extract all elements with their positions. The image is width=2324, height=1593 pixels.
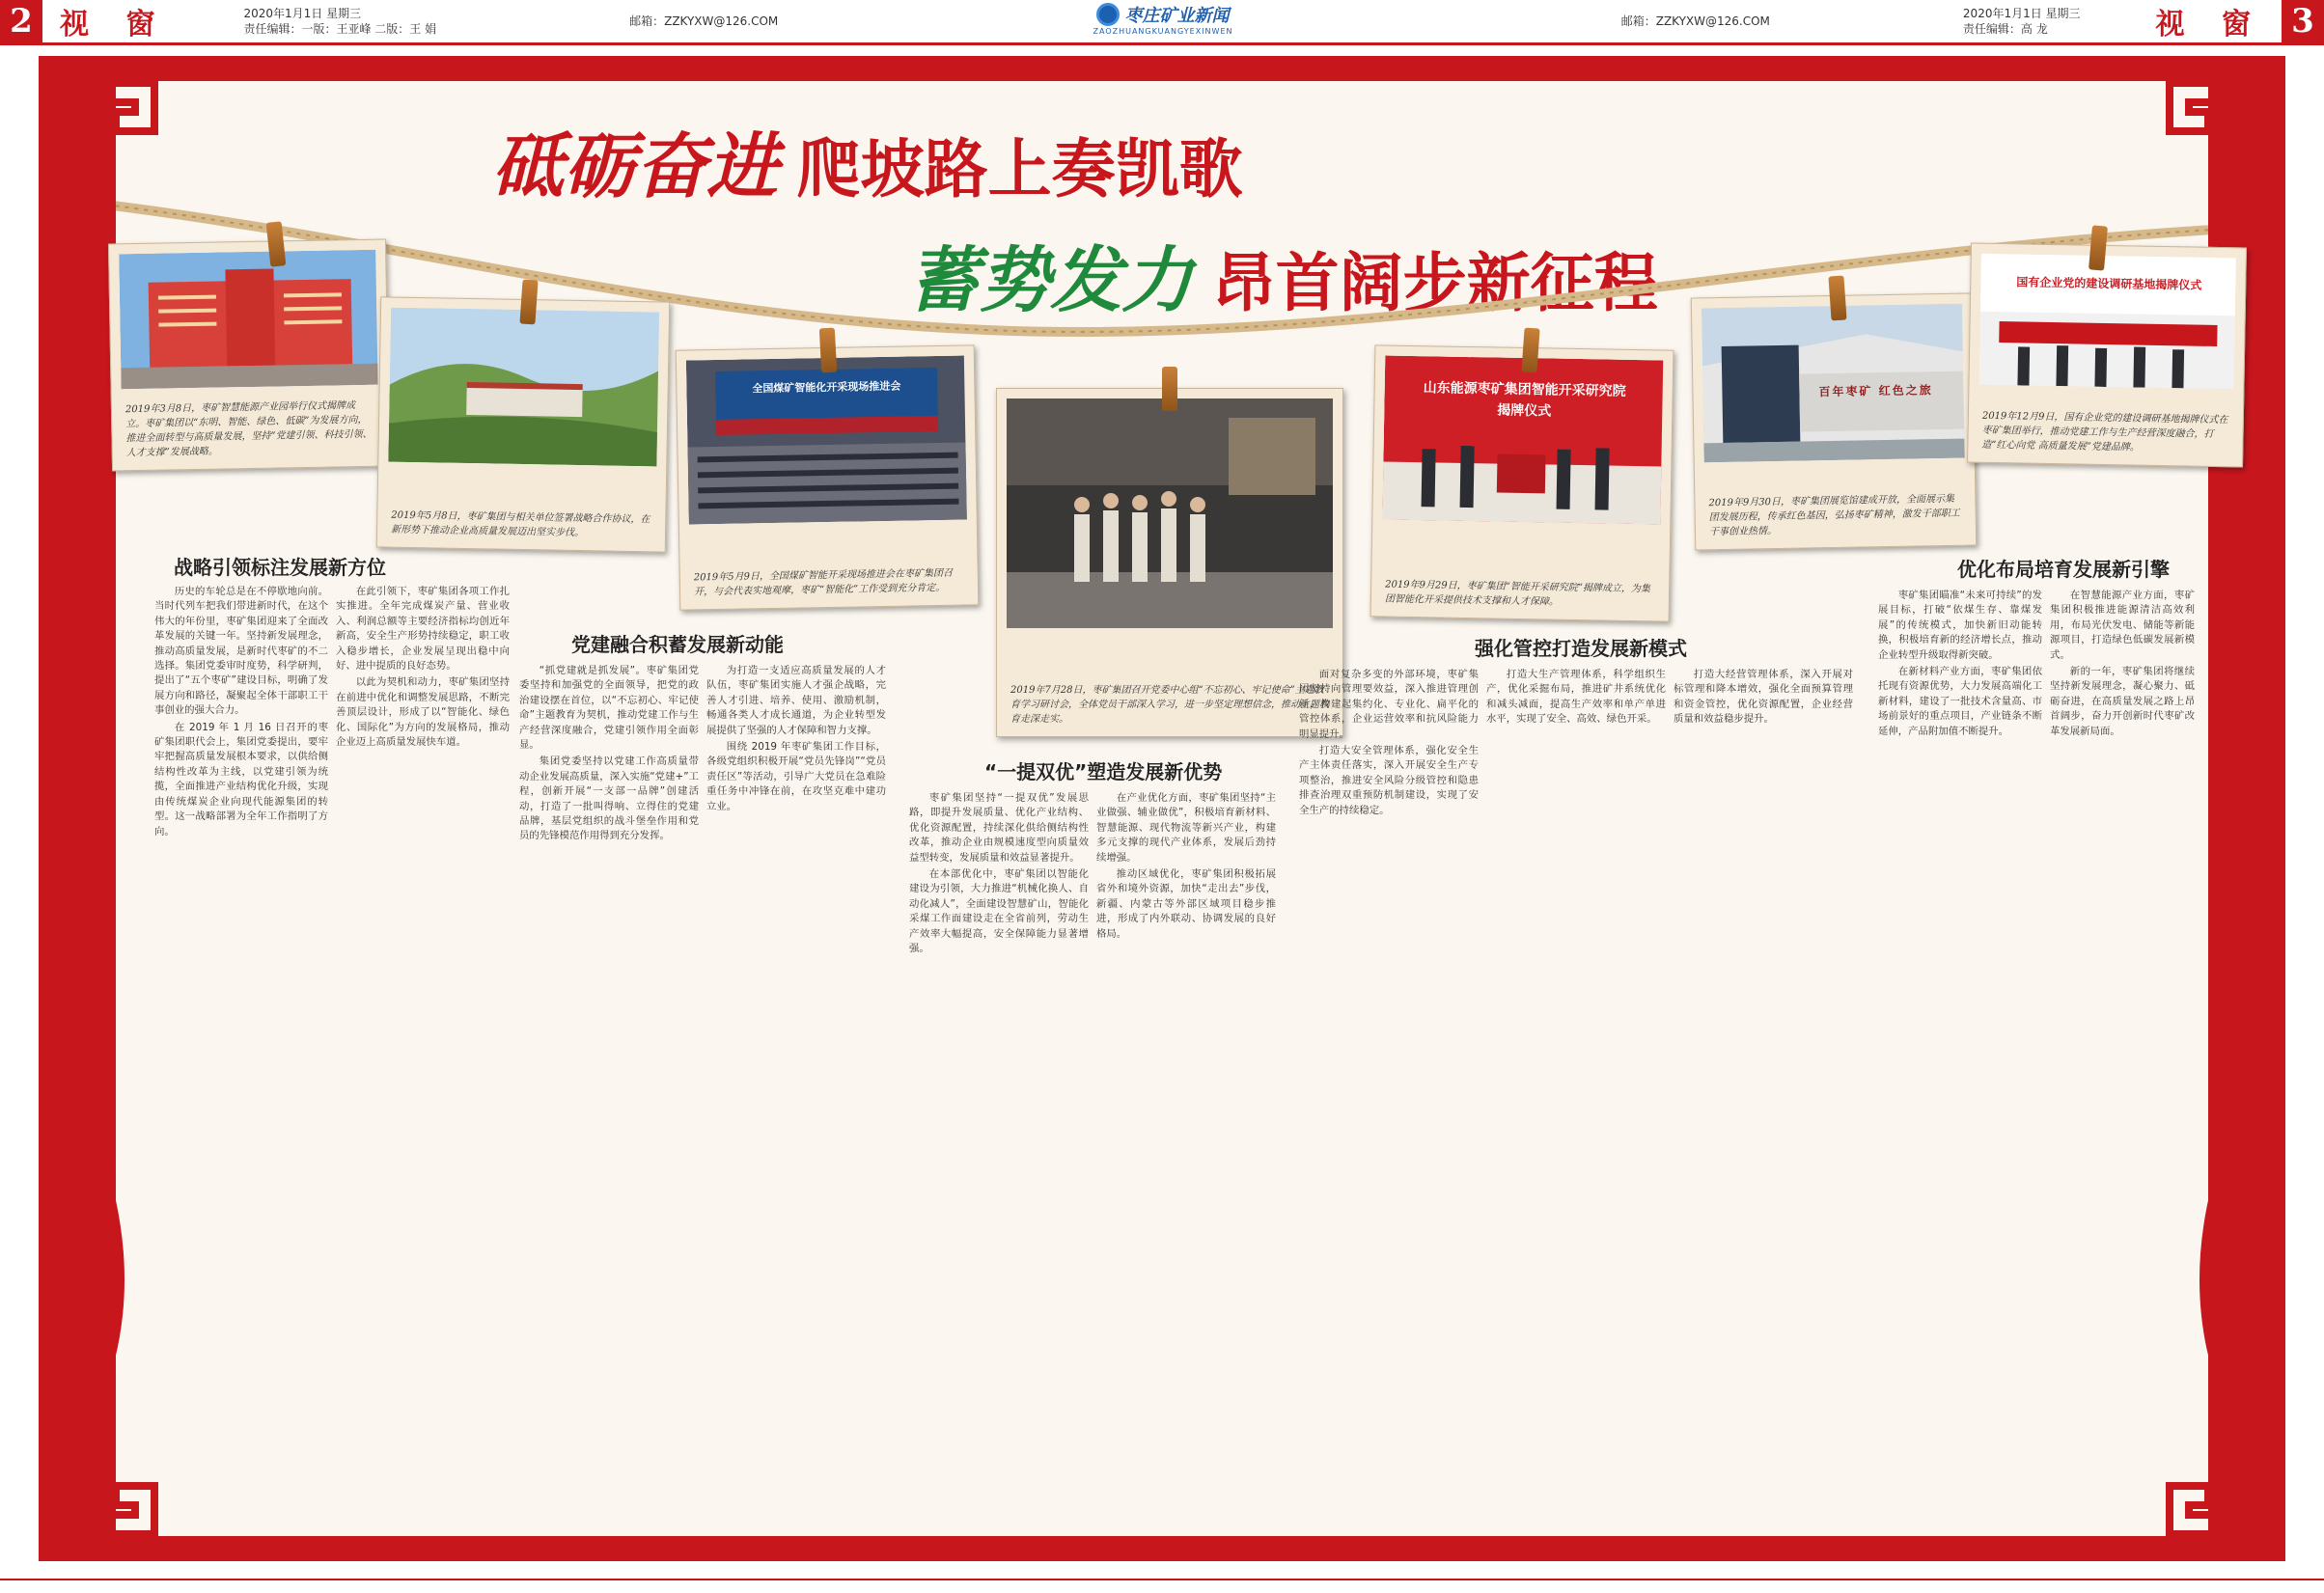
photo-card-2 (376, 296, 670, 552)
section-4-para-2: 打造大安全管理体系，强化安全生产主体责任落实，深入开展安全生产专项整治，推进安全风险分级管控和隐患排查治理双重预防机制建设，实现了安全生产的持续稳定。 (1299, 745, 1479, 816)
photo-6-image (1702, 304, 1965, 463)
email-right: 邮箱：ZZKYXW@126.COM (1620, 14, 1770, 28)
editors-left: 责任编辑：一版：王亚峰 二版：王 娟 (243, 22, 437, 36)
section-3-para-4: 推动区域优化，枣矿集团积极拓展省外和境外资源，加快“走出去”步伐，新疆、内蒙古等外部区域项目稳步推进，形成了内外联动、协调发展的良好格局。 (1096, 868, 1276, 940)
photo-1-image (119, 250, 377, 390)
section-1-para-1: 历史的车轮总是在不停歇地向前。当时代列车把我们带进新时代，在这个伟大的年份里，枣矿集团迎来了全面改革发展的关键一年。坚持新发展理念，推动高质量发展，是新时代枣矿的不二选择。集团党委审时度势，科学研判，提出了“五个枣矿”建设目标，明确了发展方向和路径，凝聚起全体干部职工干事创业的强大合力。 (154, 586, 328, 717)
email-left: 邮箱：ZZKYXW@126.COM (629, 14, 779, 28)
section-1-para-4: 以此为契机和动力，枣矿集团坚持在前进中优化和调整发展思路，不断完善顶层设计，形成了以“智能化、绿色化、国际化”为方向的发展格局，推动企业迈上高质量发展快车道。 (336, 676, 510, 749)
section-2-para-2: 集团党委坚持以党建工作高质量带动企业发展高质量，深入实施“党建+”工程，创新开展“一支部一品牌”创建活动，打造了一批叫得响、立得住的党建品牌，基层党组织的战斗堡垒作用和党员的先锋模范作用得到充分发挥。 (519, 755, 699, 842)
section-4-col-2 (1486, 668, 1666, 1420)
photo-5-banner: 山东能源枣矿集团智能开采研究院 揭牌仪式 (1423, 380, 1626, 420)
section-3-para-2: 在本部优化中，枣矿集团以智能化建设为引领，大力推进“机械化换人、自动化减人”，全面建设智慧矿山，智能化采煤工作面建设走在全省前列，劳动生产效率大幅提高，安全保障能力显著增强。 (909, 868, 1089, 955)
date-left: 2020年1月1日 星期三 (243, 7, 362, 20)
corner-fret-bottom-left-icon (58, 1438, 164, 1544)
feature-panel (116, 81, 2228, 1536)
photo-7-image (1978, 254, 2235, 390)
section-3-col-1 (909, 791, 1089, 1418)
section-2-col-2 (706, 664, 886, 1416)
headline-2-plain: 昂首阔步新征程 (1211, 245, 1658, 320)
photo-5-caption: 2019年9月29日，枣矿集团“智能开采研究院”揭牌成立，为集团智能化开采提供技术支撑和人才保障。 (1384, 579, 1650, 608)
headline-1-plain: 爬坡路上奏凯歌 (796, 131, 1243, 206)
clip-4-icon (1162, 367, 1177, 411)
header-left (0, 0, 778, 42)
section-3-para-3: 在产业优化方面，枣矿集团坚持“主业做强、辅业做优”，积极培育新材料、智慧能源、现代物流等新兴产业，构建多元支撑的现代产业体系，发展后劲持续增强。 (1096, 792, 1276, 864)
section-2-para-4: 围绕 2019 年枣矿集团工作目标，各级党组织积极开展“党员先锋岗”“党员责任区”等活动，引导广大党员在急难险重任务中冲锋在前，在攻坚克难中建功立业。 (706, 741, 886, 812)
section-1-para-2: 在 2019 年 1 月 16 日召开的枣矿集团职代会上，集团党委提出，要牢牢把握高质量发展根本要求，以供给侧结构性改革为主线，以党建引领为统揽，全面推进产业结构优化升级，实现由传统煤炭企业向现代能源集团的转型。这一战略部署为全年工作指明了方向。 (154, 721, 328, 838)
headline-1-script: 砥砺奋进 (492, 125, 778, 208)
clip-2-icon (519, 279, 538, 324)
section-5-para-1: 枣矿集团瞄准“未来可持续”的发展目标，打破“依煤生存、靠煤发展”的传统模式，加快新旧动能转换，积极培育新的经济增长点，推动企业转型升级取得新突破。 (1878, 590, 2042, 661)
corner-fret-bottom-right-icon (2160, 1438, 2266, 1544)
section-4-col-1 (1299, 668, 1479, 1420)
photo-7-banner: 国有企业党的建设调研基地揭牌仪式 (2016, 275, 2202, 292)
photo-2-image (388, 308, 659, 467)
section-1-para-3: 在此引领下，枣矿集团各项工作扎实推进。全年完成煤炭产量、营业收入、利润总额等主要经济指标均创近年新高，安全生产形势持续稳定，职工收入稳步增长，企业发展呈现出稳中向好、进中提质的良好态势。 (336, 586, 510, 673)
page-number-left: 2 (0, 0, 42, 42)
section-4-title: 强化管控打造发展新模式 (1475, 637, 1687, 660)
section-4-col-3 (1674, 668, 1853, 1420)
footer-rule (0, 1579, 2324, 1580)
section-5-title: 优化布局培育发展新引擎 (1957, 558, 2170, 581)
section-1-col-1 (154, 585, 328, 1414)
photo-3-banner: 全国煤矿智能化开采现场推进会 (752, 379, 901, 396)
editors-right: 责任编辑：高 龙 (1962, 22, 2048, 36)
photo-6-banner: 百年枣矿 红色之旅 (1818, 383, 1933, 399)
date-right: 2020年1月1日 星期三 (1962, 7, 2081, 20)
photo-7-caption: 2019年12月9日，国有企业党的建设调研基地揭牌仪式在枣矿集团举行，推动党建工作与生产经营深度融合，打造“红心向党 高质量发展”党建品牌。 (1981, 410, 2228, 453)
photo-6-caption: 2019年9月30日，枣矿集团展览馆建成开放，全面展示集团发展历程，传承红色基因，弘扬枣矿精神，激发干部职工干事创业热情。 (1708, 493, 1960, 538)
photo-card-6 (1691, 292, 1978, 550)
section-4-para-1: 面对复杂多变的外部环境，枣矿集团坚持向管理要效益，深入推进管理创新，构建起集约化、专业化、扁平化的管控体系，企业运营效率和抗风险能力明显提升。 (1299, 669, 1479, 740)
section-1-title: 战略引领标注发展新方位 (174, 556, 386, 579)
photo-3-image (686, 356, 967, 525)
clip-6-icon (1828, 275, 1846, 320)
headline-2-script: 蓄势发力 (907, 239, 1193, 322)
clip-5-icon (1521, 327, 1539, 372)
photo-card-3 (676, 344, 980, 610)
section-5-col-1 (1878, 589, 2042, 1418)
masthead-subtitle: ZAOZHUANGKUANGYEXINWEN (1093, 27, 1233, 36)
photo-4-image (1007, 398, 1333, 628)
photo-card-4 (996, 388, 1343, 737)
section-4-para-3: 打造大生产管理体系，科学组织生产，优化采掘布局，推进矿井系统优化和减头减面，提高生产效率和单产单进水平，实现了安全、高效、绿色开采。 (1486, 669, 1666, 726)
page-number-right: 3 (2282, 0, 2324, 42)
section-5-col-2 (2050, 589, 2195, 1418)
masthead (1042, 2, 1284, 36)
photo-card-7 (1967, 243, 2247, 468)
photo-4-caption: 2019年7月28日，枣矿集团召开党委中心组“不忘初心、牢记使命”主题教育学习研讨会，全体党员干部深入学习，进一步坚定理想信念，推动主题教育走深走实。 (1010, 685, 1329, 725)
section-4-para-4: 打造大经营管理体系，深入开展对标管理和降本增效，强化全面预算管理和资金管控，优化资源配置，企业经营质量和效益稳步提升。 (1674, 669, 1853, 726)
section-3-col-2 (1096, 791, 1276, 1418)
section-2-title: 党建融合积蓄发展新动能 (571, 633, 784, 656)
masthead-title: 枣庄矿业新闻 (1124, 6, 1230, 26)
section-name-left: 视 窗 (60, 8, 169, 41)
masthead-logo-icon (1096, 3, 1120, 26)
photo-1-caption: 2019年3月8日，枣矿智慧能源产业园举行仪式揭牌成立。枣矿集团以“东明、智能、绿色、低碳”为发展方向，推进全面转型与高质量发展，坚持“党建引领、科技引领、人才支撑”发展战略。 (124, 400, 373, 459)
section-1-col-2 (336, 585, 510, 1414)
clip-3-icon (819, 328, 837, 373)
feature-board (39, 56, 2285, 1561)
section-5-para-3: 在智慧能源产业方面，枣矿集团积极推进能源清洁高效利用，布局光伏发电、储能等新能源项目，打造绿色低碳发展新模式。 (2050, 590, 2195, 661)
photo-card-1 (108, 239, 390, 472)
section-5-para-2: 在新材料产业方面，枣矿集团依托现有资源优势，大力发展高端化工新材料，建设了一批技术含量高、市场前景好的重点项目，产业链条不断延伸，产品附加值不断提升。 (1878, 666, 2042, 737)
section-2-col-1 (519, 664, 699, 1416)
section-2-para-3: 为打造一支适应高质量发展的人才队伍，枣矿集团实施人才强企战略，完善人才引进、培养、使用、激励机制，畅通各类人才成长通道，为企业转型发展提供了坚强的人才保障和智力支撑。 (706, 665, 886, 736)
section-3-title: “一提双优”塑造发展新优势 (984, 760, 1223, 783)
photo-3-caption: 2019年5月9日，全国煤矿智能开采现场推进会在枣矿集团召开，与会代表实地观摩，枣矿“智能化”工作受到充分肯定。 (693, 567, 954, 598)
photo-5-image (1382, 356, 1663, 525)
header-right (1621, 0, 2324, 42)
section-2-para-1: “抓党建就是抓发展”。枣矿集团党委坚持和加强党的全面领导，把党的政治建设摆在首位，以“不忘初心、牢记使命”主题教育为契机，推动党建工作与生产经营深度融合，党建引领作用全面彰显。 (519, 665, 699, 752)
section-name-right: 视 窗 (2155, 8, 2264, 41)
header-rule (0, 42, 2324, 45)
photo-card-5 (1370, 344, 1674, 621)
section-5-para-4: 新的一年，枣矿集团将继续坚持新发展理念，凝心聚力、砥砺奋进，在高质量发展之路上昂首阔步，奋力开创新时代枣矿改革发展新局面。 (2050, 666, 2195, 737)
photo-2-caption: 2019年5月8日，枣矿集团与相关单位签署战略合作协议，在新形势下推动企业高质量发展迈出坚实步伐。 (390, 509, 650, 539)
section-3-para-1: 枣矿集团坚持“一提双优”发展思路，即提升发展质量、优化产业结构、优化资源配置，持续深化供给侧结构性改革，推动企业由规模速度型向质量效益型转变，发展质量和效益显著提升。 (909, 792, 1089, 864)
